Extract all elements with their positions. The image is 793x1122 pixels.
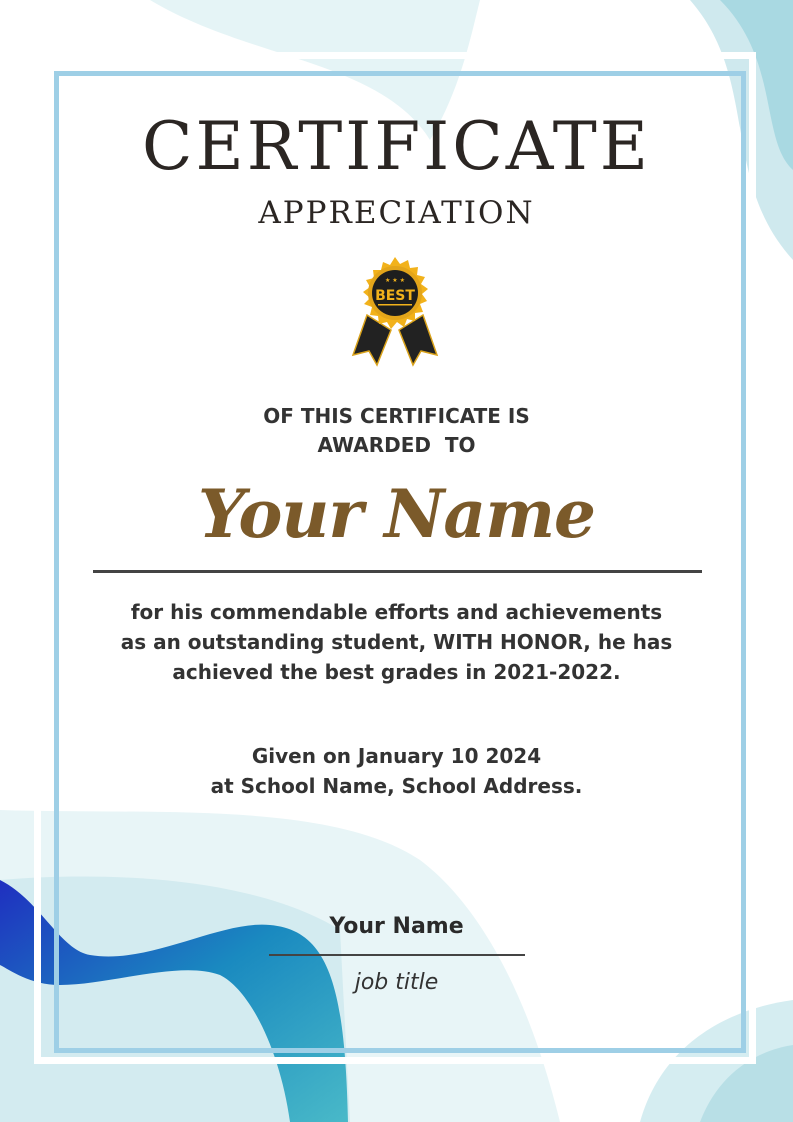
body-line-3: achieved the best grades in 2021-2022. bbox=[172, 660, 621, 684]
awarded-line-1: OF THIS CERTIFICATE IS bbox=[263, 404, 530, 428]
awarded-line-2: AWARDED TO bbox=[317, 433, 476, 457]
given-line-1: Given on January 10 2024 bbox=[251, 744, 542, 768]
signature-line bbox=[269, 954, 525, 956]
certificate-body bbox=[0, 597, 793, 687]
awarded-to-text bbox=[0, 402, 793, 460]
badge-text: BEST bbox=[375, 288, 415, 304]
best-award-badge-icon bbox=[345, 255, 445, 373]
name-underline bbox=[93, 570, 702, 573]
body-line-2: as an outstanding student, WITH HONOR, he has bbox=[120, 630, 673, 654]
body-line-1: for his commendable efforts and achievements bbox=[130, 600, 663, 624]
recipient-name: Your Name bbox=[197, 475, 596, 553]
certificate-subtitle: APPRECIATION bbox=[258, 195, 535, 231]
signatory-job-title: job title bbox=[354, 970, 439, 995]
svg-text:★ ★ ★: ★ ★ ★ bbox=[385, 277, 405, 284]
certificate-title: CERTIFICATE bbox=[142, 108, 651, 185]
signatory-name: Your Name bbox=[329, 914, 464, 939]
given-line-2: at School Name, School Address. bbox=[210, 774, 583, 798]
given-on-text bbox=[0, 741, 793, 801]
